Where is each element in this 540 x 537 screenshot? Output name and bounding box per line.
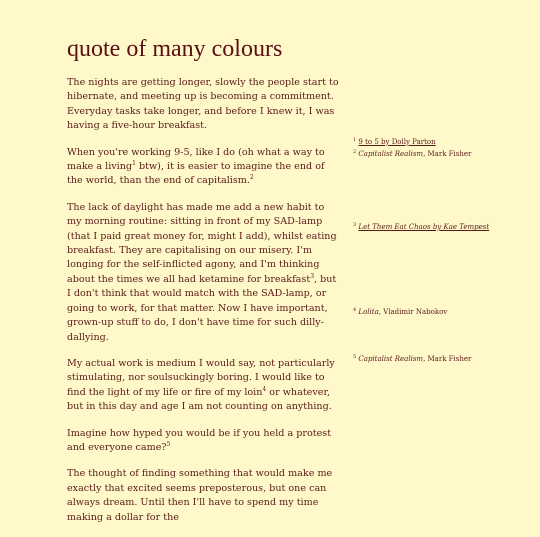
paragraph-text: When you're working 9-5, like I do (oh what a way to make a living xyxy=(67,146,325,173)
page-title: quote of many colours xyxy=(67,36,283,62)
paragraph-text: The nights are getting longer, slowly the people start to hibernate, and meeting up is becoming a commitment. Everyday tasks take longer, and before I knew it, I was having a five-hour breakfast. xyxy=(67,77,339,132)
sidenote-number: 1 xyxy=(353,137,357,143)
paragraph-3 xyxy=(67,201,339,345)
footnote-ref-2[interactable]: 2 xyxy=(249,174,254,182)
sidenote-number: 2 xyxy=(353,149,357,155)
sidenote-2 xyxy=(353,149,533,160)
footnote-ref-3[interactable]: 3 xyxy=(310,272,315,280)
page xyxy=(67,34,527,523)
sidenote-number: 4 xyxy=(353,307,357,313)
sidenote-author: , Mark Fisher xyxy=(423,355,472,363)
sidenote-number: 3 xyxy=(353,222,357,228)
sidenote-link[interactable]: Let Them Eat Chaos by Kae Tempest xyxy=(358,223,490,231)
sidenote-link[interactable]: 9 to 5 by Dolly Parton xyxy=(358,138,436,146)
article-body xyxy=(67,76,339,537)
paragraph-4 xyxy=(67,357,339,415)
paragraph-1 xyxy=(67,76,339,134)
footnote-ref-5[interactable]: 5 xyxy=(166,440,171,448)
sidenote-author: , Mark Fisher xyxy=(423,150,472,158)
sidenote-title: Lolita xyxy=(358,308,379,316)
footnote-ref-1[interactable]: 1 xyxy=(132,160,136,168)
paragraph-5 xyxy=(67,427,339,456)
sidenote-title: Capitalist Realism xyxy=(358,150,424,158)
paragraph-text: My actual work is medium I would say, not particularly stimulating, nor soulsuckingly boring. I would like to find the light of my life or fire of my loin xyxy=(67,357,335,398)
sidenote-3 xyxy=(353,222,533,233)
paragraph-text: or whatever, but in this day and age I am not counting on anything. xyxy=(67,386,332,413)
sidenote-title: Capitalist Realism xyxy=(358,355,424,363)
paragraph-text: Imagine how hyped you would be if you held a protest and everyone came? xyxy=(67,427,332,453)
footnote-ref-4[interactable]: 4 xyxy=(262,385,267,393)
sidenote-1 xyxy=(353,137,533,148)
paragraph-2 xyxy=(67,146,339,189)
paragraph-text: The lack of daylight has made me add a new habit to my morning routine: sitting in front of my SAD-lamp (that I paid great money for, might I add), whilst eating breakfast. They are capitalising on our misery. I'm longing for the self-inflicted agony, and I'm thinking about the times we all had ketamine for breakfast xyxy=(67,201,337,285)
sidenote-5 xyxy=(353,354,533,365)
paragraph-text: btw), it is easier to imagine the end of the world, than the end of capitalism. xyxy=(67,161,325,187)
paragraph-6 xyxy=(67,467,339,525)
paragraph-text: The thought of finding something that would make me exactly that excited seems preposterous, but one can always dream. Until then I'll have to spend my time making a dollar for the xyxy=(67,468,333,523)
paragraph-text: , but I don't think that would match with the SAD-lamp, or going to work, for that matter. Now I have important, grown-up stuff to do, I don't have time for such dilly-dallying. xyxy=(67,273,337,343)
sidenote-number: 5 xyxy=(353,354,357,360)
sidenote-author: , Vladimir Nabokov xyxy=(378,308,448,316)
sidenote-4 xyxy=(353,307,533,318)
